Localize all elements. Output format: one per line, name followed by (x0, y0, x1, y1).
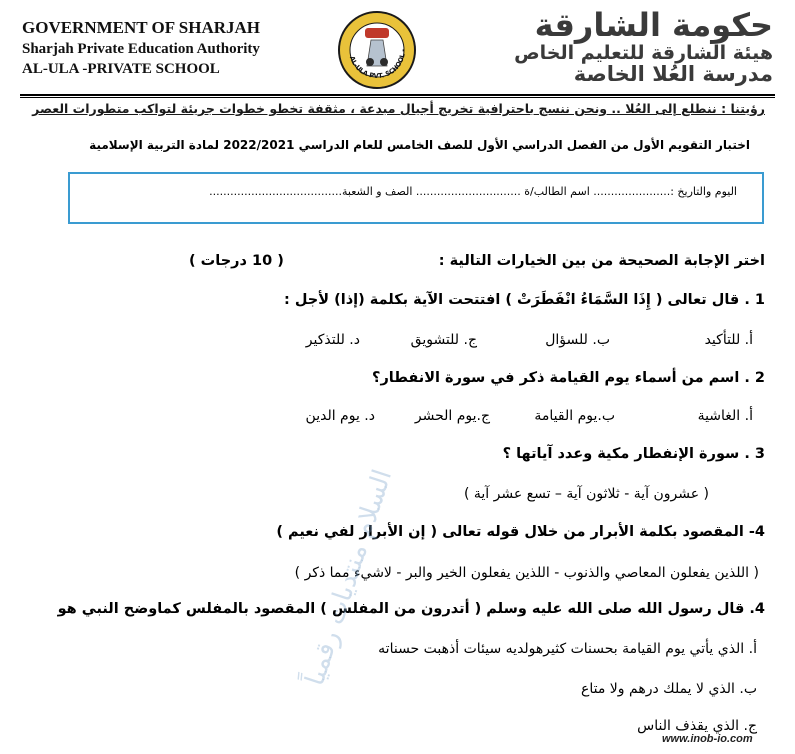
question-2-option-b: ب.يوم القيامة (534, 408, 615, 424)
question-1-option-a: أ. للتأكيد (704, 332, 753, 348)
question-2-option-c: ج.يوم الحشر (414, 408, 490, 424)
header-divider-thin (20, 97, 775, 98)
vision-statement: رؤيتنا : ننطلع إلى العُلا .. ونحن ننسج باحترافية تخريج أجيال مبدعة ، مثقفة تخطو خطوات جريئة لتواكب متطورات العصر (32, 101, 765, 116)
footer-url[interactable]: www.inob-io.com (662, 733, 753, 745)
question-5-stem: 4. قال رسول الله صلى الله عليه وسلم ( أتدرون من المفلس ) المقصود بالمفلس كماوضح النبي هو (57, 601, 765, 617)
question-1-option-d: د. للتذكير (305, 332, 360, 348)
header-ar-line2: هيئة الشارقة للتعليم الخاص (514, 42, 773, 64)
question-4-options: ( اللذين يفعلون المعاصي والذنوب - اللذين يفعلون الخير والبر - لاشيء مما ذكر ) (294, 565, 759, 581)
question-5-option-b: ب. الذي لا يملك درهم ولا متاع (581, 681, 757, 697)
instructions-text: اختر الإجابة الصحيحة من بين الخيارات التالية : (438, 253, 765, 269)
exam-title: اختبار التقويم الأول من الفصل الدراسي الأول للصف الخامس للعام الدراسي 2022/2021 لمادة التربية الإسلامية (89, 138, 750, 152)
question-3-options: ( عشرون آية - ثلاثون آية – تسع عشر آية ) (463, 486, 709, 502)
question-5-option-c: ج. الذي يقذف الناس (637, 718, 757, 734)
student-info-line: اليوم والتاريخ :...................... اسم الطالب/ة .............................. الصف و الشعبة...................................... (209, 185, 737, 198)
question-2-stem: 2 . اسم من أسماء يوم القيامة ذكر في سورة الانفطار؟ (372, 370, 765, 386)
question-5-option-a: أ. الذي يأتي يوم القيامة بحسنات كثيرهولديه سيئات أذهبت حسناته (378, 641, 757, 657)
question-1-stem: 1 . قال تعالى ( إِذَا السَّمَاءُ انْفَطَرَتْ ) افتتحت الآية بكلمة (إذا) لأجل : (284, 292, 765, 308)
header-ar-line1: حكومة الشارقة (534, 6, 773, 44)
question-2-option-d: د. يوم الدين (305, 408, 375, 424)
student-info-box (68, 172, 764, 224)
question-3-stem: 3 . سورة الإنفطار مكية وعدد آياتها ؟ (502, 446, 765, 462)
question-4-stem: 4- المقصود بكلمة الأبرار من خلال قوله تعالى ( إن الأبرار لفي نعيم ) (276, 524, 765, 540)
watermark: السلام منتديات رقمياً (300, 465, 399, 690)
header-en-line3: AL-ULA -PRIVATE SCHOOL (22, 61, 220, 77)
marks-label: ( 10 درجات ) (189, 253, 284, 269)
school-seal-logo (337, 10, 417, 90)
header-divider (20, 94, 775, 96)
question-1-option-c: ج. للتشويق (410, 332, 477, 348)
seal-text: AL-ULA PVT. SCHOOL - (347, 48, 408, 81)
question-2-option-a: أ. الغاشية (697, 408, 753, 424)
header-en-line1: GOVERNMENT OF SHARJAH (22, 18, 261, 37)
question-1-option-b: ب. للسؤال (545, 332, 610, 348)
header-en-line2: Sharjah Private Education Authority (22, 41, 260, 57)
header-ar-line3: مدرسة العُلا الخاصة (573, 62, 773, 86)
